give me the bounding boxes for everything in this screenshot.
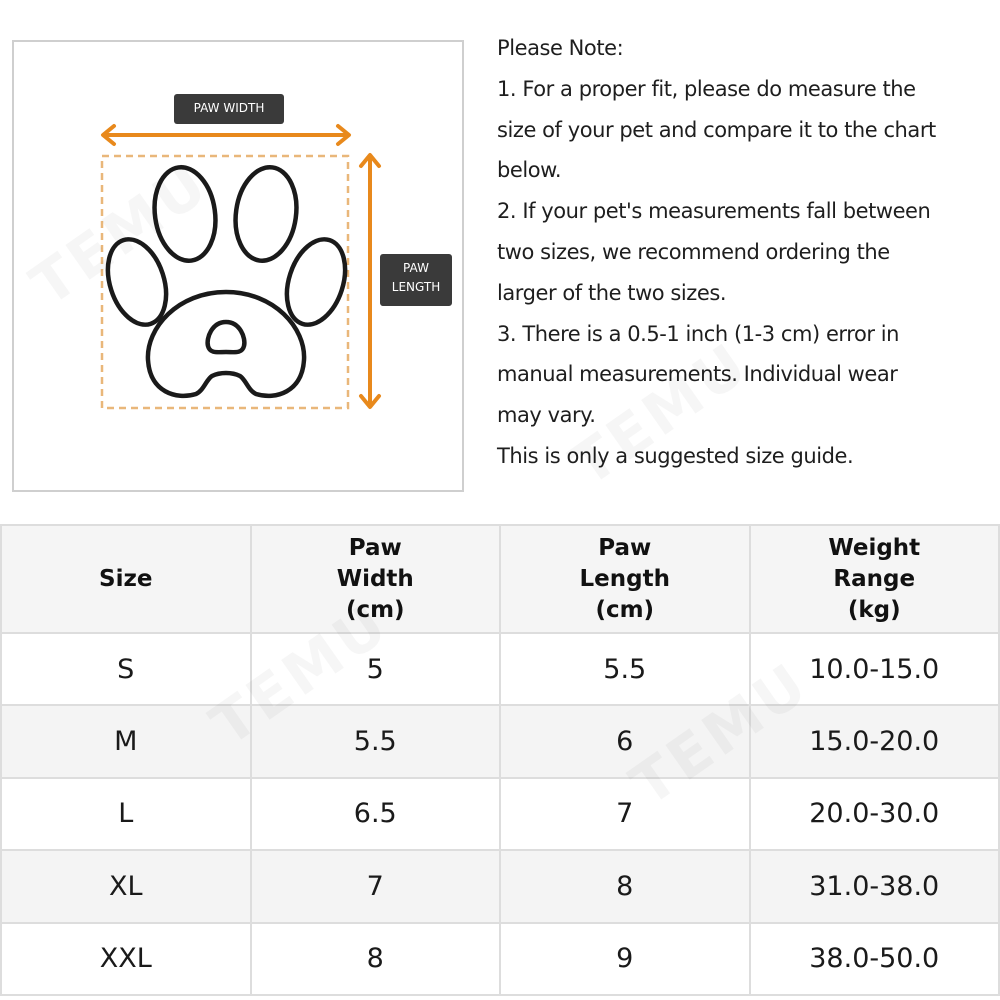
table-header-row xyxy=(1,525,999,633)
table-row xyxy=(1,778,999,850)
notes-line: below. xyxy=(497,158,562,183)
cell-paw-width: 5.5 xyxy=(251,705,501,777)
paw-length-label-line1: PAW xyxy=(403,261,429,275)
notes-line: 3. There is a 0.5-1 inch (1-3 cm) error in xyxy=(497,321,900,346)
header-paw-width xyxy=(251,525,501,633)
paw-length-label xyxy=(380,254,452,306)
size-chart-table xyxy=(0,524,1000,996)
notes-line: may vary. xyxy=(497,403,596,428)
cell-size: XXL xyxy=(1,923,251,995)
notes-line: manual measurements. Individual wear xyxy=(497,362,898,387)
header-paw-length xyxy=(500,525,750,633)
cell-paw-length: 9 xyxy=(500,923,750,995)
cell-weight-range: 31.0-38.0 xyxy=(750,850,1000,922)
cell-paw-length: 7 xyxy=(500,778,750,850)
header-text: Paw xyxy=(598,534,652,561)
cell-paw-length: 6 xyxy=(500,705,750,777)
notes-line: 1. For a proper fit, please do measure the xyxy=(497,76,916,101)
cell-paw-width: 6.5 xyxy=(251,778,501,850)
paw-outline-icon xyxy=(98,163,356,396)
cell-weight-range: 10.0-15.0 xyxy=(750,633,1000,705)
header-text: (cm) xyxy=(595,596,655,623)
header-text: Paw xyxy=(348,534,402,561)
header-size xyxy=(1,525,251,633)
paw-width-label: PAW WIDTH xyxy=(174,94,284,124)
table-row xyxy=(1,923,999,995)
notes-line: This is only a suggested size guide. xyxy=(497,443,854,468)
cell-paw-length: 5.5 xyxy=(500,633,750,705)
size-notes xyxy=(497,28,993,477)
notes-line: 2. If your pet's measurements fall between xyxy=(497,199,931,224)
cell-weight-range: 20.0-30.0 xyxy=(750,778,1000,850)
header-size-text: Size xyxy=(99,565,153,592)
table-row xyxy=(1,705,999,777)
cell-paw-width: 8 xyxy=(251,923,501,995)
paw-toe-1 xyxy=(149,163,221,264)
cell-paw-width: 5 xyxy=(251,633,501,705)
width-arrow xyxy=(103,126,349,144)
table-row xyxy=(1,633,999,705)
header-text: Width xyxy=(336,565,414,592)
cell-size: L xyxy=(1,778,251,850)
notes-heading: Please Note: xyxy=(497,36,624,60)
paw-diagram-panel xyxy=(12,40,464,492)
cell-paw-width: 7 xyxy=(251,850,501,922)
notes-line: larger of the two sizes. xyxy=(497,280,727,305)
paw-toe-2 xyxy=(230,163,302,264)
paw-length-label-line2: LENGTH xyxy=(391,279,441,294)
cell-weight-range: 15.0-20.0 xyxy=(750,705,1000,777)
header-text: (cm) xyxy=(345,596,405,623)
cell-size: S xyxy=(1,633,251,705)
header-text: (kg) xyxy=(847,596,901,623)
paw-inner-pad xyxy=(208,322,245,352)
cell-paw-length: 8 xyxy=(500,850,750,922)
header-text: Length xyxy=(579,565,670,592)
table-row xyxy=(1,850,999,922)
header-text: Range xyxy=(833,565,916,592)
length-arrow xyxy=(361,155,379,407)
notes-line: size of your pet and compare it to the chart xyxy=(497,117,936,142)
header-text: Weight xyxy=(828,534,921,561)
cell-size: M xyxy=(1,705,251,777)
notes-line: two sizes, we recommend ordering the xyxy=(497,239,890,264)
cell-weight-range: 38.0-50.0 xyxy=(750,923,1000,995)
header-weight-range xyxy=(750,525,1000,633)
cell-size: XL xyxy=(1,850,251,922)
